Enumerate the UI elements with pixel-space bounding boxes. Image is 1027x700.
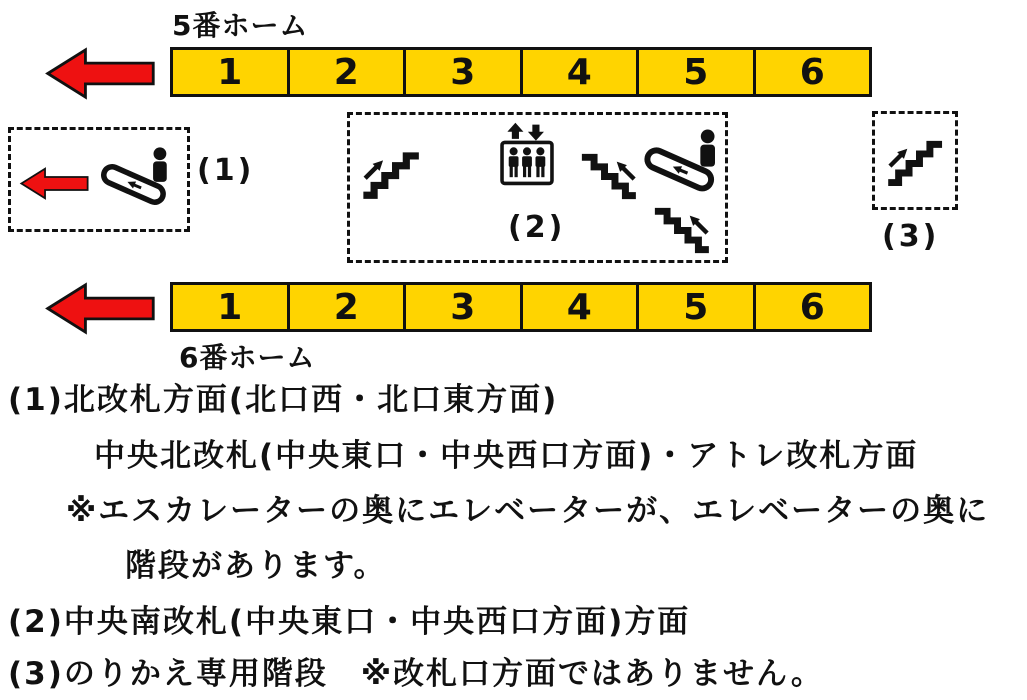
stairs-up-icon: [883, 130, 949, 190]
car-cell: 4: [523, 285, 640, 329]
left-arrow-icon: [44, 280, 157, 337]
left-arrow-icon: [44, 45, 157, 102]
stairs-up-left-icon: [645, 200, 717, 254]
stairs-up-left-icon: [572, 146, 644, 200]
car-cell: 6: [799, 286, 825, 328]
note-line-2: 中央北改札(中央東口・中央西口方面)・アトレ改札方面: [94, 438, 919, 474]
car-cell: 2: [290, 285, 407, 329]
exit1-label: (1): [197, 153, 255, 188]
exit3-label: (3): [882, 219, 940, 254]
exit2-box: [347, 112, 728, 263]
car-cell: 2: [290, 50, 407, 94]
car-cell: 3: [406, 285, 523, 329]
platform6-label: 6番ホーム: [179, 341, 316, 374]
exit2-label: (2): [508, 210, 566, 245]
car-cell: 1: [173, 50, 290, 94]
elevator-icon: [498, 121, 556, 187]
left-arrow-icon: [19, 157, 90, 210]
car-cell: 1: [173, 285, 290, 329]
note-line-6: (3)のりかえ専用階段 ※改札口方面ではありません。: [8, 656, 824, 692]
platform6-car-bar: [170, 282, 872, 332]
note-line-3: ※エスカレーターの奥にエレベーターが、エレベーターの奥に: [66, 493, 990, 529]
car-cell: 4: [523, 50, 640, 94]
exit1-box: [8, 127, 190, 232]
note-line-5: (2)中央南改札(中央東口・中央西口方面)方面: [8, 604, 691, 640]
exit3-box: [872, 111, 958, 210]
platform5-label: 5番ホーム: [172, 9, 309, 42]
note-line-1: (1)北改札方面(北口西・北口東方面): [8, 382, 559, 418]
stairs-up-icon: [358, 144, 426, 200]
car-cell: 5: [639, 285, 756, 329]
car-cell: 6: [799, 51, 825, 93]
platform5-car-bar: [170, 47, 872, 97]
escalator-icon: [95, 145, 177, 212]
escalator-icon: [638, 128, 726, 198]
note-line-4: 階段があります。: [125, 548, 387, 584]
car-cell: 5: [639, 50, 756, 94]
car-cell: 3: [406, 50, 523, 94]
